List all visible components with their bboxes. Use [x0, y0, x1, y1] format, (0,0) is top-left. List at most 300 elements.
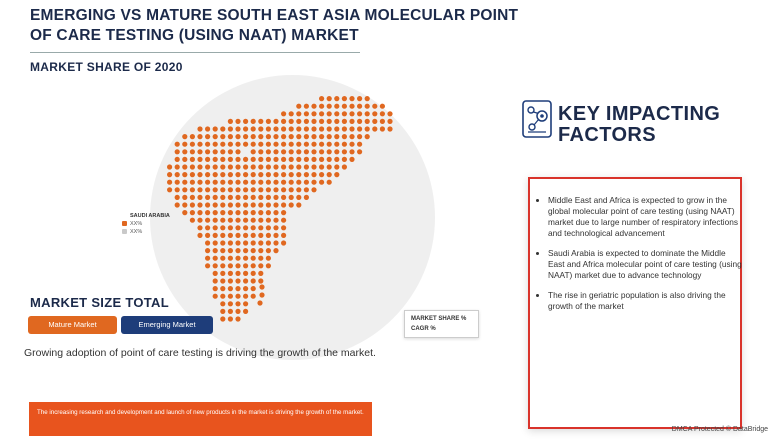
map-dot: [380, 119, 385, 124]
map-dot: [228, 126, 233, 131]
map-dot: [213, 240, 218, 245]
map-dot: [342, 96, 347, 101]
map-dot: [213, 294, 218, 299]
map-dot: [349, 126, 354, 131]
map-dot: [327, 142, 332, 147]
map-dot: [190, 195, 195, 200]
map-dot: [190, 210, 195, 215]
map-dot: [342, 134, 347, 139]
map-dot: [235, 218, 240, 223]
map-dot: [334, 96, 339, 101]
map-dot: [327, 164, 332, 169]
map-dot: [304, 195, 309, 200]
map-dot: [342, 104, 347, 109]
map-dot: [357, 104, 362, 109]
map-dot: [228, 142, 233, 147]
map-dot: [311, 142, 316, 147]
map-dot: [258, 210, 263, 215]
map-dot: [251, 126, 256, 131]
map-dot: [213, 187, 218, 192]
map-dot: [175, 164, 180, 169]
map-dot: [349, 142, 354, 147]
map-dot: [205, 210, 210, 215]
map-dot: [266, 164, 271, 169]
map-dot: [266, 233, 271, 238]
map-dot: [296, 149, 301, 154]
list-item: • Saudi Arabia is expected to dominate the Middle East and Africa molecular point of care testing (using NAAT) market due to advance technology: [548, 248, 744, 281]
map-dot: [258, 248, 263, 253]
bottom-banner: The increasing research and development and launch of new products in the market is driving the growth of the market.: [29, 402, 372, 436]
map-dot: [205, 142, 210, 147]
map-dot: [228, 157, 233, 162]
map-dot: [251, 119, 256, 124]
map-dot: [220, 187, 225, 192]
legend-value: XX%: [130, 229, 143, 235]
map-dot: [251, 240, 256, 245]
map-dot: [311, 134, 316, 139]
map-dot: [228, 210, 233, 215]
map-dot: [213, 172, 218, 177]
map-dot: [235, 164, 240, 169]
map-dot: [273, 126, 278, 131]
map-dot: [182, 149, 187, 154]
map-dot: [349, 157, 354, 162]
map-dot: [190, 187, 195, 192]
map-dot: [304, 164, 309, 169]
map-dot: [235, 210, 240, 215]
map-dot: [235, 119, 240, 124]
map-dot: [266, 248, 271, 253]
map-dot: [251, 180, 256, 185]
map-dot: [228, 256, 233, 261]
map-dot: [289, 195, 294, 200]
map-dot: [281, 210, 286, 215]
map-dot: [228, 301, 233, 306]
map-dot: [243, 278, 248, 283]
map-dot: [296, 104, 301, 109]
map-dot: [197, 187, 202, 192]
map-dot: [243, 195, 248, 200]
map-dot: [251, 286, 256, 291]
map-dot: [228, 180, 233, 185]
map-dot: [228, 134, 233, 139]
map-dot: [259, 284, 264, 289]
map-dot: [349, 104, 354, 109]
map-dot: [197, 149, 202, 154]
map-dot: [228, 240, 233, 245]
map-dot: [266, 187, 271, 192]
map-dot: [220, 233, 225, 238]
map-dot: [213, 149, 218, 154]
map-dot: [311, 172, 316, 177]
map-dot: [289, 164, 294, 169]
map-dot: [289, 172, 294, 177]
map-dot: [296, 119, 301, 124]
map-dot: [372, 111, 377, 116]
map-dot: [349, 149, 354, 154]
map-dot: [182, 202, 187, 207]
map-dot: [243, 180, 248, 185]
map-dot: [228, 263, 233, 268]
map-dot: [311, 164, 316, 169]
legend-title: SAUDI ARABIA: [130, 213, 170, 219]
map-dot: [357, 126, 362, 131]
legend-value: XX%: [130, 221, 143, 227]
map-dot: [228, 309, 233, 314]
map-dot: [258, 119, 263, 124]
map-dot: [289, 134, 294, 139]
map-dot: [197, 218, 202, 223]
map-dot: [304, 134, 309, 139]
map-dot: [365, 104, 370, 109]
key-factors-title: [558, 104, 720, 146]
map-dot: [235, 157, 240, 162]
map-dot: [258, 187, 263, 192]
map-dot: [190, 218, 195, 223]
map-dot: [243, 172, 248, 177]
map-dot: [182, 187, 187, 192]
map-dot: [251, 142, 256, 147]
map-dot: [213, 278, 218, 283]
map-dot: [334, 119, 339, 124]
map-dot: [266, 225, 271, 230]
map-dot: [197, 134, 202, 139]
map-dot: [387, 119, 392, 124]
map-dot: [251, 210, 256, 215]
map-dot: [258, 164, 263, 169]
map-dot: [213, 218, 218, 223]
map-dot: [319, 126, 324, 131]
map-dot: [365, 134, 370, 139]
map-dot: [197, 172, 202, 177]
map-dot: [220, 126, 225, 131]
map-dot: [182, 195, 187, 200]
map-dot: [220, 172, 225, 177]
map-dot: [220, 294, 225, 299]
map-dot: [220, 301, 225, 306]
map-dot: [205, 256, 210, 261]
map-dot: [213, 256, 218, 261]
map-dot: [319, 142, 324, 147]
map-dot: [296, 187, 301, 192]
map-dot: [266, 126, 271, 131]
map-dot: [235, 263, 240, 268]
map-dot: [387, 126, 392, 131]
map-dot: [243, 271, 248, 276]
map-dot: [273, 119, 278, 124]
map-dot: [235, 278, 240, 283]
map-dot: [319, 134, 324, 139]
map-dot: [327, 134, 332, 139]
map-dot: [243, 263, 248, 268]
legend-row-1: [122, 221, 142, 227]
map-dot: [349, 96, 354, 101]
map-dot: [258, 218, 263, 223]
map-dot: [296, 157, 301, 162]
map-dot: [357, 142, 362, 147]
map-dot: [334, 149, 339, 154]
map-dot: [357, 119, 362, 124]
cagr-label: CAGR %: [411, 326, 436, 332]
map-dot: [213, 180, 218, 185]
map-dot: [205, 180, 210, 185]
map-dot: [175, 187, 180, 192]
divider: [30, 52, 360, 53]
map-dot: [205, 172, 210, 177]
map-dot: [190, 164, 195, 169]
map-dot: [266, 180, 271, 185]
map-dot: [175, 195, 180, 200]
map-dot: [251, 157, 256, 162]
map-dot: [243, 248, 248, 253]
map-dot: [167, 172, 172, 177]
map-dot: [304, 142, 309, 147]
list-item: • The rise in geriatric population is also driving the growth of the market: [548, 290, 744, 312]
map-dot: [197, 225, 202, 230]
map-dot: [243, 126, 248, 131]
map-dot: [220, 309, 225, 314]
map-dot: [281, 157, 286, 162]
map-dot: [213, 164, 218, 169]
map-dot: [296, 172, 301, 177]
map-dot: [266, 172, 271, 177]
map-dot: [266, 256, 271, 261]
map-dot: [235, 225, 240, 230]
map-dot: [334, 142, 339, 147]
map-dot: [258, 134, 263, 139]
page-subtitle: MARKET SHARE OF 2020: [30, 60, 183, 74]
map-dot: [281, 172, 286, 177]
map-dot: [273, 142, 278, 147]
map-dot: [243, 225, 248, 230]
map-dot: [258, 195, 263, 200]
gear-network-icon: [522, 100, 552, 138]
map-dot: [304, 104, 309, 109]
map-dot: [228, 278, 233, 283]
map-dot: [235, 301, 240, 306]
map-dot: [197, 157, 202, 162]
map-dot: [273, 164, 278, 169]
map-dot: [319, 104, 324, 109]
map-dot: [273, 248, 278, 253]
map-dot: [228, 225, 233, 230]
map-dot: [228, 172, 233, 177]
map-dot: [243, 210, 248, 215]
legend-row-2: [122, 229, 142, 235]
map-dot: [281, 202, 286, 207]
market-size-title: MARKET SIZE TOTAL: [30, 295, 169, 310]
map-dot: [220, 134, 225, 139]
map-dot: [311, 149, 316, 154]
map-dot: [273, 134, 278, 139]
map-dot: [213, 134, 218, 139]
map-dot: [334, 111, 339, 116]
map-dot: [197, 233, 202, 238]
map-dot: [289, 180, 294, 185]
map-dot: [266, 149, 271, 154]
map-dot: [296, 134, 301, 139]
map-dot: [319, 119, 324, 124]
map-dot: [220, 271, 225, 276]
map-dot: [251, 248, 256, 253]
map-dot: [190, 202, 195, 207]
map-dot: [266, 119, 271, 124]
map-dot: [228, 164, 233, 169]
map-dot: [281, 149, 286, 154]
map-dot: [281, 119, 286, 124]
map-dot: [289, 142, 294, 147]
map-dot: [235, 149, 240, 154]
map-dot: [304, 187, 309, 192]
map-dot: [205, 149, 210, 154]
map-dot: [175, 157, 180, 162]
legend-swatch-grey: [122, 229, 127, 234]
map-dot: [258, 256, 263, 261]
map-dot: [289, 111, 294, 116]
map-dot: [357, 134, 362, 139]
map-dot: [182, 180, 187, 185]
map-dot: [289, 202, 294, 207]
map-dot: [228, 294, 233, 299]
map-dot: [342, 157, 347, 162]
map-dot: [197, 142, 202, 147]
map-dot: [258, 278, 263, 283]
map-dot: [258, 263, 263, 268]
map-dot: [235, 233, 240, 238]
map-dot: [266, 263, 271, 268]
map-dot: [220, 225, 225, 230]
map-dot: [235, 240, 240, 245]
map-dot: [213, 286, 218, 291]
map-dot: [296, 126, 301, 131]
map-dot: [304, 180, 309, 185]
map-dot: [220, 210, 225, 215]
map-dot: [273, 233, 278, 238]
map-dot: [167, 180, 172, 185]
map-dot: [289, 149, 294, 154]
map-dot: [258, 149, 263, 154]
map-dot: [319, 149, 324, 154]
map-dot: [266, 142, 271, 147]
map-dot: [205, 202, 210, 207]
map-dot: [319, 111, 324, 116]
map-dot: [243, 301, 248, 306]
map-dot: [213, 157, 218, 162]
map-dot: [296, 195, 301, 200]
map-dot: [175, 142, 180, 147]
map-dot: [349, 111, 354, 116]
map-dot: [213, 233, 218, 238]
map-dot: [258, 271, 263, 276]
map-dot: [357, 96, 362, 101]
map-dot: [228, 316, 233, 321]
map-dot: [251, 263, 256, 268]
map-dot: [296, 111, 301, 116]
map-dot: [327, 157, 332, 162]
map-dot: [190, 134, 195, 139]
map-dot: [243, 309, 248, 314]
map-dot: [266, 240, 271, 245]
map-dot: [228, 119, 233, 124]
map-dot: [197, 126, 202, 131]
map-dot: [296, 164, 301, 169]
map-dot: [251, 271, 256, 276]
map-dot: [220, 195, 225, 200]
map-dot: [197, 195, 202, 200]
map-dot: [304, 119, 309, 124]
map-dot: [220, 142, 225, 147]
map-dot: [205, 263, 210, 268]
map-dot: [220, 248, 225, 253]
map-dot: [243, 164, 248, 169]
map-dot: [319, 164, 324, 169]
emerging-market-button[interactable]: Emerging Market: [121, 316, 213, 334]
map-dot: [319, 180, 324, 185]
mature-market-button[interactable]: Mature Market: [28, 316, 117, 334]
map-dot: [228, 218, 233, 223]
map-dot: [273, 172, 278, 177]
legend-swatch-orange: [122, 221, 127, 226]
map-dot: [273, 195, 278, 200]
map-dot: [296, 202, 301, 207]
map-dot: [273, 210, 278, 215]
map-dot: [365, 119, 370, 124]
map-dot: [281, 233, 286, 238]
map-dot: [365, 126, 370, 131]
map-dot: [289, 157, 294, 162]
map-dot: [220, 157, 225, 162]
map-dot: [349, 119, 354, 124]
map-dot: [257, 300, 262, 305]
map-dot: [243, 187, 248, 192]
map-dot: [205, 233, 210, 238]
map-dot: [334, 126, 339, 131]
map-dot: [251, 233, 256, 238]
map-dot: [372, 104, 377, 109]
map-dot: [190, 172, 195, 177]
map-dot: [327, 172, 332, 177]
key-factors-list: [538, 195, 744, 321]
map-dot: [205, 225, 210, 230]
map-dot: [205, 164, 210, 169]
key-factors-title-line2: FACTORS: [558, 124, 656, 146]
map-dot: [327, 149, 332, 154]
map-dot: [372, 126, 377, 131]
map-dot: [213, 263, 218, 268]
map-dot: [266, 195, 271, 200]
map-dot: [304, 126, 309, 131]
map-dot: [220, 316, 225, 321]
map-dot: [228, 233, 233, 238]
map-dot: [243, 240, 248, 245]
map-dot: [251, 187, 256, 192]
map-dot: [182, 157, 187, 162]
map-dot: [281, 164, 286, 169]
map-dot: [281, 195, 286, 200]
map-dot: [175, 172, 180, 177]
map-dot: [182, 142, 187, 147]
map-dot: [205, 248, 210, 253]
map-dot: [319, 172, 324, 177]
map-dot: [327, 104, 332, 109]
map-dot: [235, 248, 240, 253]
map-dot: [213, 126, 218, 131]
map-dot: [251, 256, 256, 261]
map-dot: [311, 126, 316, 131]
map-dot: [228, 187, 233, 192]
map-dot: [213, 202, 218, 207]
map-dot: [273, 187, 278, 192]
